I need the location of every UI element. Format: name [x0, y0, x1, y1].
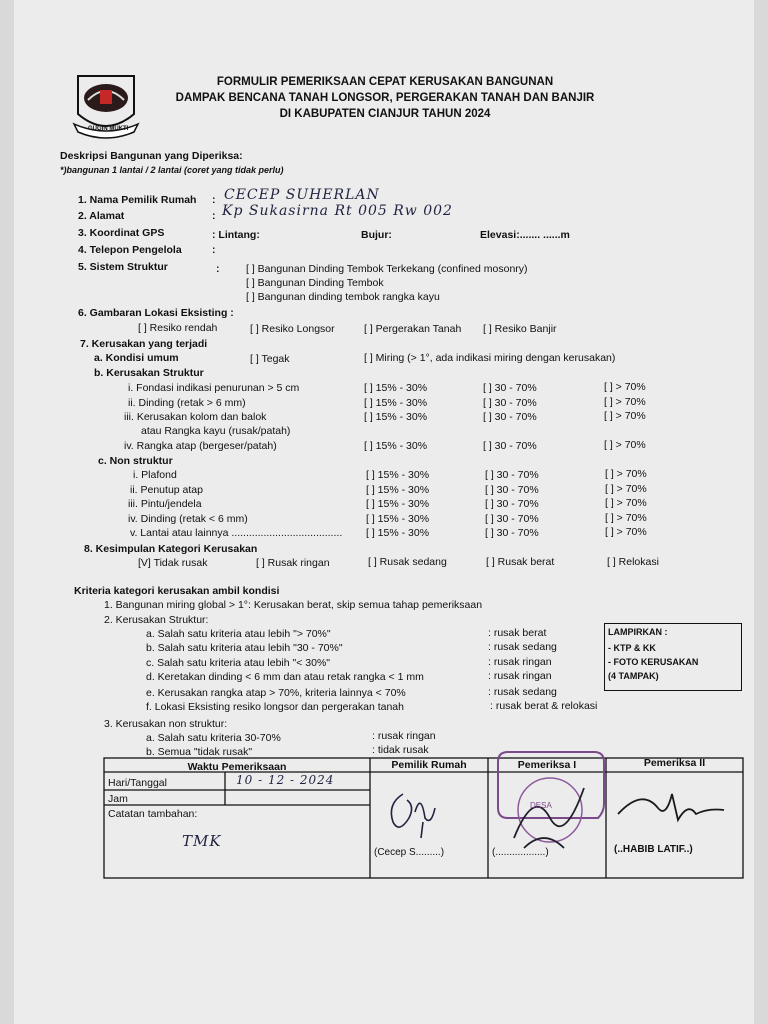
struct-row-label: ii. Dinding (retak > 6 mm) — [128, 397, 246, 409]
gps-lintang: : Lintang: — [212, 229, 260, 241]
nonstruct-row-opt2: [ ] 30 - 70% — [485, 484, 539, 496]
nonstruct-row-opt3: [ ] > 70% — [605, 512, 647, 524]
nonstruct-row-label: iii. Pintu/jendela — [128, 498, 202, 510]
nonstruct-row-opt2: [ ] 30 - 70% — [485, 498, 539, 510]
criteria-item: d. Keretakan dinding < 6 mm dan atau retak rangka < 1 mm — [146, 671, 424, 683]
time-label: Jam — [108, 793, 128, 805]
nonstruct-row-opt1: [ ] 15% - 30% — [366, 513, 430, 525]
criteria-item: e. Kerusakan rangka atap > 70%, kriteria lainnya < 70% — [146, 687, 406, 699]
conclusion-light: [ ] Rusak ringan — [256, 557, 330, 569]
conclusion-not-damaged: [V] Tidak rusak — [138, 557, 208, 569]
date-value: 10 - 12 - 2024 — [236, 773, 335, 787]
conclusion-medium: [ ] Rusak sedang — [368, 556, 447, 568]
non-structural-label: c. Non struktur — [98, 455, 173, 467]
gps-elevasi: Elevasi:....... ......m — [480, 229, 570, 241]
description-note: *)bangunan 1 lantai / 2 lantai (coret yang tidak perlu) — [60, 165, 284, 175]
criteria-item: b. Semua "tidak rusak" — [146, 746, 253, 758]
struct-row-opt1: [ ] 15% - 30% — [364, 382, 428, 394]
conclusion-label: 8. Kesimpulan Kategori Kerusakan — [84, 543, 258, 555]
description-label: Deskripsi Bangunan yang Diperiksa: — [60, 150, 243, 162]
struct-row-opt3: [ ] > 70% — [604, 396, 646, 408]
struct-row-opt2: [ ] 30 - 70% — [483, 382, 537, 394]
inspector-1-name: (..................) — [492, 847, 549, 858]
owner-name-colon: : — [212, 194, 216, 206]
struct-row-opt2: [ ] 30 - 70% — [483, 411, 537, 423]
address-label: 2. Alamat — [78, 210, 125, 222]
criteria-3: 3. Kerusakan non struktur: — [104, 718, 228, 730]
header-inspector-2: Pemeriksa II — [643, 757, 706, 769]
address-colon: : — [212, 210, 216, 222]
criteria-2: 2. Kerusakan Struktur: — [104, 614, 209, 626]
criteria-item: c. Salah satu kriteria atau lebih "< 30%" — [146, 657, 331, 669]
criteria-result: : rusak sedang — [488, 686, 557, 698]
criteria-1: 1. Bangunan miring global > 1°: Kerusakan berat, skip semua tahap pemeriksaan — [104, 599, 483, 611]
header-inspector-1: Pemeriksa I — [517, 759, 577, 771]
phone-colon: : — [212, 244, 216, 256]
attachments-title: LAMPIRKAN : — [608, 627, 668, 637]
structure-option-1: [ ] Bangunan Dinding Tembok Terkekang (confined mosonry) — [246, 263, 528, 275]
nonstruct-row-label: v. Lantai atau lainnya ...................................... — [130, 527, 343, 539]
form-title-3: DI KABUPATEN CIANJUR TAHUN 2024 — [279, 108, 491, 120]
attachments-item: - KTP & KK — [608, 643, 656, 653]
location-option-2: [ ] Resiko Longsor — [250, 323, 335, 335]
struct-row-opt1: [ ] 15% - 30% — [364, 411, 428, 423]
structure-system-colon: : — [216, 263, 220, 275]
gps-label: 3. Koordinat GPS — [78, 227, 165, 239]
owner-name-label: 1. Nama Pemilik Rumah — [78, 194, 197, 206]
structure-system-label: 5. Sistem Struktur — [78, 261, 168, 273]
struct-row-opt2: [ ] 30 - 70% — [483, 440, 537, 452]
criteria-result: : rusak sedang — [488, 641, 557, 653]
location-option-4: [ ] Resiko Banjir — [483, 323, 557, 335]
general-upright: [ ] Tegak — [250, 353, 290, 365]
conclusion-relocation: [ ] Relokasi — [607, 556, 659, 568]
criteria-result: : tidak rusak — [372, 744, 429, 756]
criteria-result: : rusak ringan — [488, 656, 552, 668]
struct-row-opt1: [ ] 15% - 30% — [364, 397, 428, 409]
nonstruct-row-opt3: [ ] > 70% — [605, 468, 647, 480]
location-option-1: [ ] Resiko rendah — [138, 322, 218, 334]
gps-bujur: Bujur: — [361, 229, 392, 241]
nonstruct-row-opt3: [ ] > 70% — [605, 526, 647, 538]
structure-option-2: [ ] Bangunan Dinding Tembok — [246, 277, 384, 289]
criteria-item: a. Salah satu kriteria atau lebih "> 70%" — [146, 628, 331, 640]
nonstruct-row-opt3: [ ] > 70% — [605, 497, 647, 509]
damage-label: 7. Kerusakan yang terjadi — [80, 338, 208, 350]
criteria-result: : rusak ringan — [372, 730, 436, 742]
struct-row-opt1: [ ] 15% - 30% — [364, 440, 428, 452]
date-label: Hari/Tanggal — [108, 777, 167, 789]
location-option-3: [ ] Pergerakan Tanah — [364, 323, 462, 335]
phone-label: 4. Telepon Pengelola — [78, 244, 182, 256]
inspector-2-signature — [612, 784, 732, 839]
stamp-text: DESA — [530, 801, 552, 810]
structural-damage-label: b. Kerusakan Struktur — [94, 367, 204, 379]
nonstruct-row-label: i. Plafond — [133, 469, 177, 481]
address-value: Kp Sukasirna Rt 005 Rw 002 — [222, 203, 453, 219]
struct-row-opt3: [ ] > 70% — [604, 410, 646, 422]
criteria-item: a. Salah satu kriteria 30-70% — [146, 732, 281, 744]
nonstruct-row-opt3: [ ] > 70% — [605, 483, 647, 495]
nonstruct-row-opt1: [ ] 15% - 30% — [366, 498, 430, 510]
structure-option-3: [ ] Bangunan dinding tembok rangka kayu — [246, 291, 440, 303]
attachments-item: (4 TAMPAK) — [608, 671, 659, 681]
header-owner: Pemilik Rumah — [391, 759, 467, 771]
nonstruct-row-opt2: [ ] 30 - 70% — [485, 527, 539, 539]
header-inspection-time: Waktu Pemeriksaan — [187, 761, 287, 773]
nonstruct-row-opt1: [ ] 15% - 30% — [366, 469, 430, 481]
struct-row-label: i. Fondasi indikasi penurunan > 5 cm — [128, 382, 300, 394]
inspector-2-name: (..HABIB LATIF..) — [614, 844, 693, 855]
struct-row-label: atau Rangka kayu (rusak/patah) — [141, 425, 291, 437]
criteria-item: f. Lokasi Eksisting resiko longsor dan pergerakan tanah — [146, 701, 404, 713]
nonstruct-row-opt1: [ ] 15% - 30% — [366, 484, 430, 496]
struct-row-opt3: [ ] > 70% — [604, 439, 646, 451]
criteria-item: b. Salah satu kriteria atau lebih "30 - 70%" — [146, 642, 343, 654]
nonstruct-row-opt2: [ ] 30 - 70% — [485, 469, 539, 481]
criteria-result: : rusak berat — [488, 627, 547, 639]
conclusion-heavy: [ ] Rusak berat — [486, 556, 555, 568]
struct-row-label: iv. Rangka atap (bergeser/patah) — [124, 440, 277, 452]
form-title-1: FORMULIR PEMERIKSAAN CEPAT KERUSAKAN BANGUNAN — [216, 76, 554, 88]
nonstruct-row-opt2: [ ] 30 - 70% — [485, 513, 539, 525]
nonstruct-row-label: ii. Penutup atap — [130, 484, 203, 496]
criteria-result: : rusak ringan — [488, 670, 552, 682]
general-condition-label: a. Kondisi umum — [94, 352, 179, 364]
location-label: 6. Gambaran Lokasi Eksisting : — [78, 307, 234, 319]
form-title-2: DAMPAK BENCANA TANAH LONGSOR, PERGERAKAN TANAH DAN BANJIR — [175, 92, 595, 104]
struct-row-label: iii. Kerusakan kolom dan balok — [124, 411, 267, 423]
criteria-result: : rusak berat & relokasi — [490, 700, 598, 712]
attachments-item: - FOTO KERUSAKAN — [608, 657, 699, 667]
nonstruct-row-label: iv. Dinding (retak < 6 mm) — [128, 513, 248, 525]
nonstruct-row-opt1: [ ] 15% - 30% — [366, 527, 430, 539]
owner-name-signature: (Cecep S.........) — [374, 847, 445, 858]
struct-row-opt3: [ ] > 70% — [604, 381, 646, 393]
struct-row-opt2: [ ] 30 - 70% — [483, 397, 537, 409]
notes-label: Catatan tambahan: — [108, 808, 198, 820]
criteria-title: Kriteria kategori kerusakan ambil kondisi — [74, 585, 280, 597]
logo-motto: GUGIN MUKTI — [88, 126, 129, 132]
owner-name-value: CECEP SUHERLAN — [224, 187, 380, 203]
notes-value: TMK — [182, 832, 222, 850]
owner-signature — [385, 782, 455, 847]
general-tilted: [ ] Miring (> 1°, ada indikasi miring dengan kerusakan) — [364, 352, 616, 364]
